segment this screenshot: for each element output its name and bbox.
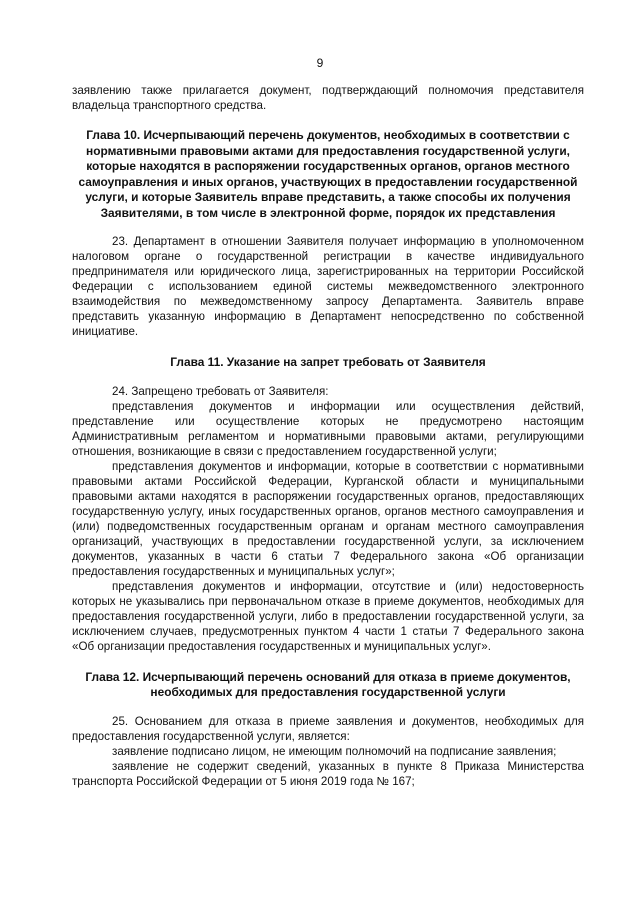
refusal-item-2: заявление не содержит сведений, указанных в пункте 8 Приказа Министерства транспорта Российской Федерации от 5 июня 2019 года № 167;	[72, 759, 584, 788]
paragraph-24: 24. Запрещено требовать от Заявителя:	[112, 384, 329, 398]
prohibition-item-1: представления документов и информации или осуществления действий, представление или осуществление которых не предусмотрено настоящим Административным регламентом и нормативными правовыми актами, регулирующими отношения, возникающие в связи с предоставлением государственной услуги;	[72, 399, 584, 458]
chapter-11-heading: Глава 11. Указание на запрет требовать от Заявителя	[170, 355, 486, 369]
document-body	[72, 83, 584, 789]
prohibition-item-2: представления документов и информации, которые в соответствии с нормативными правовыми актами Российской Федерации, Курганской области и муниципальными правовыми актами находятся в распоряжении государственных органов, предоставляющих государственную услугу, иных государственных органов, органов местного самоуправления и (или) подведомственных государственным органам и органам местного самоуправления организаций, участвующих в предоставлении государственной услуги, за исключением документов, указанных в части 6 статьи 7 Федерального закона «Об организации предоставления государственных и муниципальных услуг»;	[72, 459, 584, 578]
paragraph-25: 25. Основанием для отказа в приеме заявления и документов, необходимых для предоставления государственной услуги, является:	[72, 714, 584, 743]
prohibition-item-3: представления документов и информации, отсутствие и (или) недостоверность которых не указывались при первоначальном отказе в приеме документов, необходимых для предоставления государственной услуги, либо в предоставлении государственной услуги, за исключением случаев, предусмотренных пунктом 4 части 1 статьи 7 Федерального закона «Об организации предоставления государственных и муниципальных услуг».	[72, 579, 584, 653]
page-number: 9	[316, 56, 324, 70]
refusal-item-1: заявление подписано лицом, не имеющим полномочий на подписание заявления;	[112, 744, 557, 758]
paragraph-23: 23. Департамент в отношении Заявителя получает информацию в уполномоченном налоговом органе о государственной регистрации в качестве индивидуального предпринимателя или юридического лица, зарегистрированных на территории Российской Федерации с использованием единой системы межведомственного электронного взаимодействия по межведомственному запросу Департамента. Заявитель вправе представить указанную информацию в Департамент непосредственно по собственной инициативе.	[72, 235, 584, 338]
chapter-12-heading: Глава 12. Исчерпывающий перечень оснований для отказа в приеме документов, необходимых для предоставления государственной услуги	[85, 669, 571, 699]
intro-paragraph: заявлению также прилагается документ, подтверждающий полномочия представителя владельца транспортного средства.	[72, 84, 584, 112]
chapter-10-heading: Глава 10. Исчерпывающий перечень документов, необходимых в соответствии с нормативными правовыми актами для предоставления государственной услуги, которые находятся в распоряжении государственных органов, органов местного самоуправления и иных органов, участвующих в предоставлении государственной услуги, и которые Заявитель вправе представить, а также способы их получения Заявителями, в том числе в электронной форме, порядок их представления	[78, 128, 578, 220]
